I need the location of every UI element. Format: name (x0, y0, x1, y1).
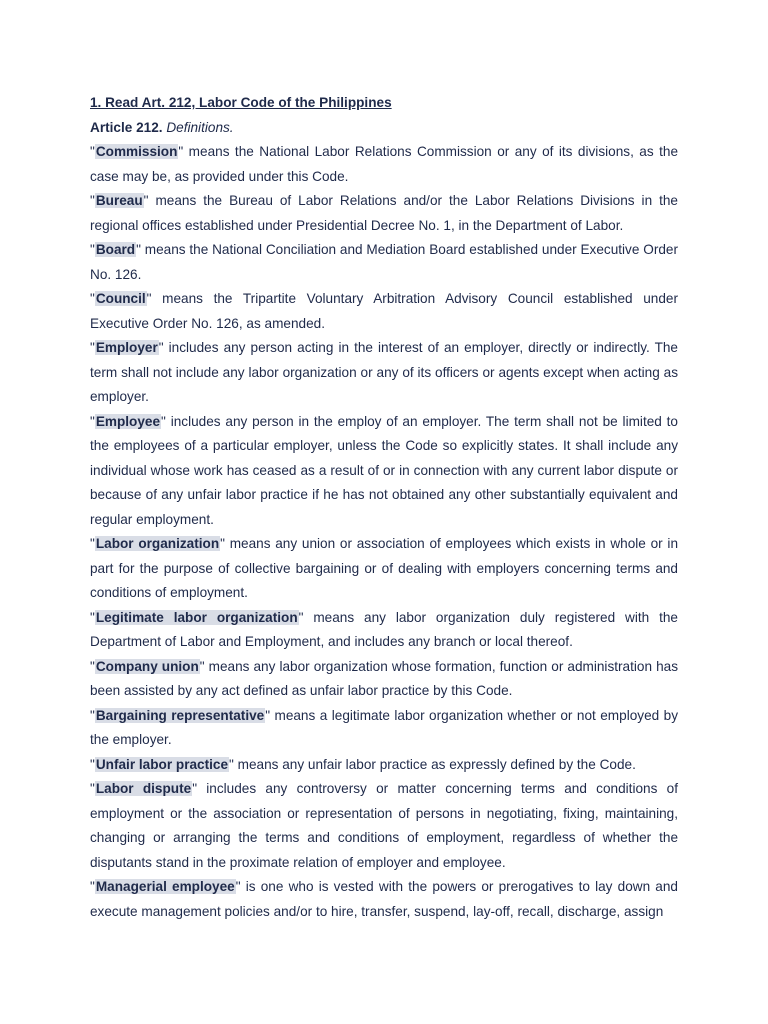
definition-text: " means the Bureau of Labor Relations and/or the Labor Relations Divisions in the regional offices established under Presidential Decree No. 1, in the Department of Labor. (90, 193, 678, 233)
definition-text: " means the National Labor Relations Commission or any of its divisions, as the case may be, as provided under this Code. (90, 144, 678, 184)
definition-unfair-labor-practice: "Unfair labor practice" means any unfair labor practice as expressly defined by the Code. (90, 756, 636, 772)
defined-term: Labor organization (95, 536, 220, 551)
definition-text: " means a legitimate labor organization whether or not employed by the employer. (90, 707, 678, 747)
definition-legitimate-labor-organization: "Legitimate labor organization" means any labor organization duly registered with the Department of Labor and Employment, and includes any branch or local thereof. (90, 609, 678, 649)
defined-term: Employee (95, 413, 161, 429)
defined-term: Commission (95, 144, 178, 159)
defined-term: Council (95, 291, 146, 306)
definition-employer: "Employer" includes any person acting in the interest of an employer, directly or indirectly. The term shall not include any labor organization or any of its officers or agents except when acting as employer. (90, 340, 678, 404)
defined-term: Company union (95, 658, 199, 674)
definition-text: " means any labor organization duly registered with the Department of Labor and Employment, and includes any branch or local thereof. (90, 609, 678, 649)
definition-commission: "Commission" means the National Labor Relations Commission or any of its divisions, as the case may be, as provided under this Code. (90, 144, 678, 184)
article-title: Definitions. (166, 119, 234, 135)
defined-term: Bargaining representative (95, 707, 265, 723)
definition-company-union: "Company union" means any labor organization whose formation, function or administration has been assisted by any act defined as unfair labor practice by this Code. (90, 658, 678, 698)
article-line (90, 116, 678, 141)
defined-term: Board (95, 242, 136, 257)
definition-text: " means the Tripartite Voluntary Arbitration Advisory Council established under Executive Order No. 126, as amended. (90, 291, 678, 331)
defined-term: Legitimate labor organization (95, 609, 298, 625)
definition-text: " is one who is vested with the powers or prerogatives to lay down and execute management policies and/or to hire, transfer, suspend, lay-off, recall, discharge, assign (90, 879, 678, 919)
section-heading: 1. Read Art. 212, Labor Code of the Philippines (90, 95, 392, 110)
article-number: Article 212. (90, 119, 163, 135)
definition-labor-dispute: "Labor dispute" includes any controversy or matter concerning terms and conditions of employment or the association or representation of persons in negotiating, fixing, maintaining, changing or arranging the terms and conditions of employment, regardless of whether the disputants stand in the proximate relation of employer and employee. (90, 781, 678, 870)
defined-term: Bureau (95, 193, 143, 208)
definition-text: " includes any person acting in the interest of an employer, directly or indirectly. The term shall not include any labor organization or any of its officers or agents except when acting as employer. (90, 340, 678, 404)
definition-text: " includes any person in the employ of an employer. The term shall not be limited to the employees of a particular employer, unless the Code so explicitly states. It shall include any individual whose work has ceased as a result of or in connection with any current labor dispute or because of any unfair labor practice if he has not obtained any other substantially equivalent and regular employment. (90, 413, 678, 527)
definition-text: " means any labor organization whose formation, function or administration has been assisted by any act defined as unfair labor practice by this Code. (90, 658, 678, 698)
definition-bargaining-representative: "Bargaining representative" means a legitimate labor organization whether or not employed by the employer. (90, 707, 678, 747)
document-page (90, 91, 678, 924)
definition-text: " includes any controversy or matter concerning terms and conditions of employment or the association or representation of persons in negotiating, fixing, maintaining, changing or arranging the terms and conditions of employment, regardless of whether the disputants stand in the proximate relation of employer and employee. (90, 781, 678, 870)
defined-term: Employer (95, 340, 158, 355)
defined-term: Labor dispute (95, 781, 192, 796)
definition-text: " means any unfair labor practice as expressly defined by the Code. (229, 756, 636, 772)
definition-bureau: "Bureau" means the Bureau of Labor Relations and/or the Labor Relations Divisions in the regional offices established under Presidential Decree No. 1, in the Department of Labor. (90, 193, 678, 233)
defined-term: Managerial employee (95, 879, 235, 894)
definition-labor-organization: "Labor organization" means any union or association of employees which exists in whole or in part for the purpose of collective bargaining or of dealing with employers concerning terms and conditions of employment. (90, 536, 679, 600)
definition-text: " means any union or association of employees which exists in whole or in part for the purpose of collective bargaining or of dealing with employers concerning terms and conditions of employment. (90, 536, 679, 600)
definition-employee: "Employee" includes any person in the employ of an employer. The term shall not be limited to the employees of a particular employer, unless the Code so explicitly states. It shall include any individual whose work has ceased as a result of or in connection with any current labor dispute or because of any unfair labor practice if he has not obtained any other substantially equivalent and regular employment. (90, 413, 678, 527)
definition-managerial-employee: "Managerial employee" is one who is vested with the powers or prerogatives to lay down and execute management policies and/or to hire, transfer, suspend, lay-off, recall, discharge, assign (90, 879, 678, 919)
definition-council: "Council" means the Tripartite Voluntary Arbitration Advisory Council established under Executive Order No. 126, as amended. (90, 291, 678, 331)
definition-board: "Board" means the National Conciliation and Mediation Board established under Executive Order No. 126. (90, 242, 678, 282)
defined-term: Unfair labor practice (95, 756, 229, 772)
definition-text: " means the National Conciliation and Mediation Board established under Executive Order No. 126. (90, 242, 678, 282)
